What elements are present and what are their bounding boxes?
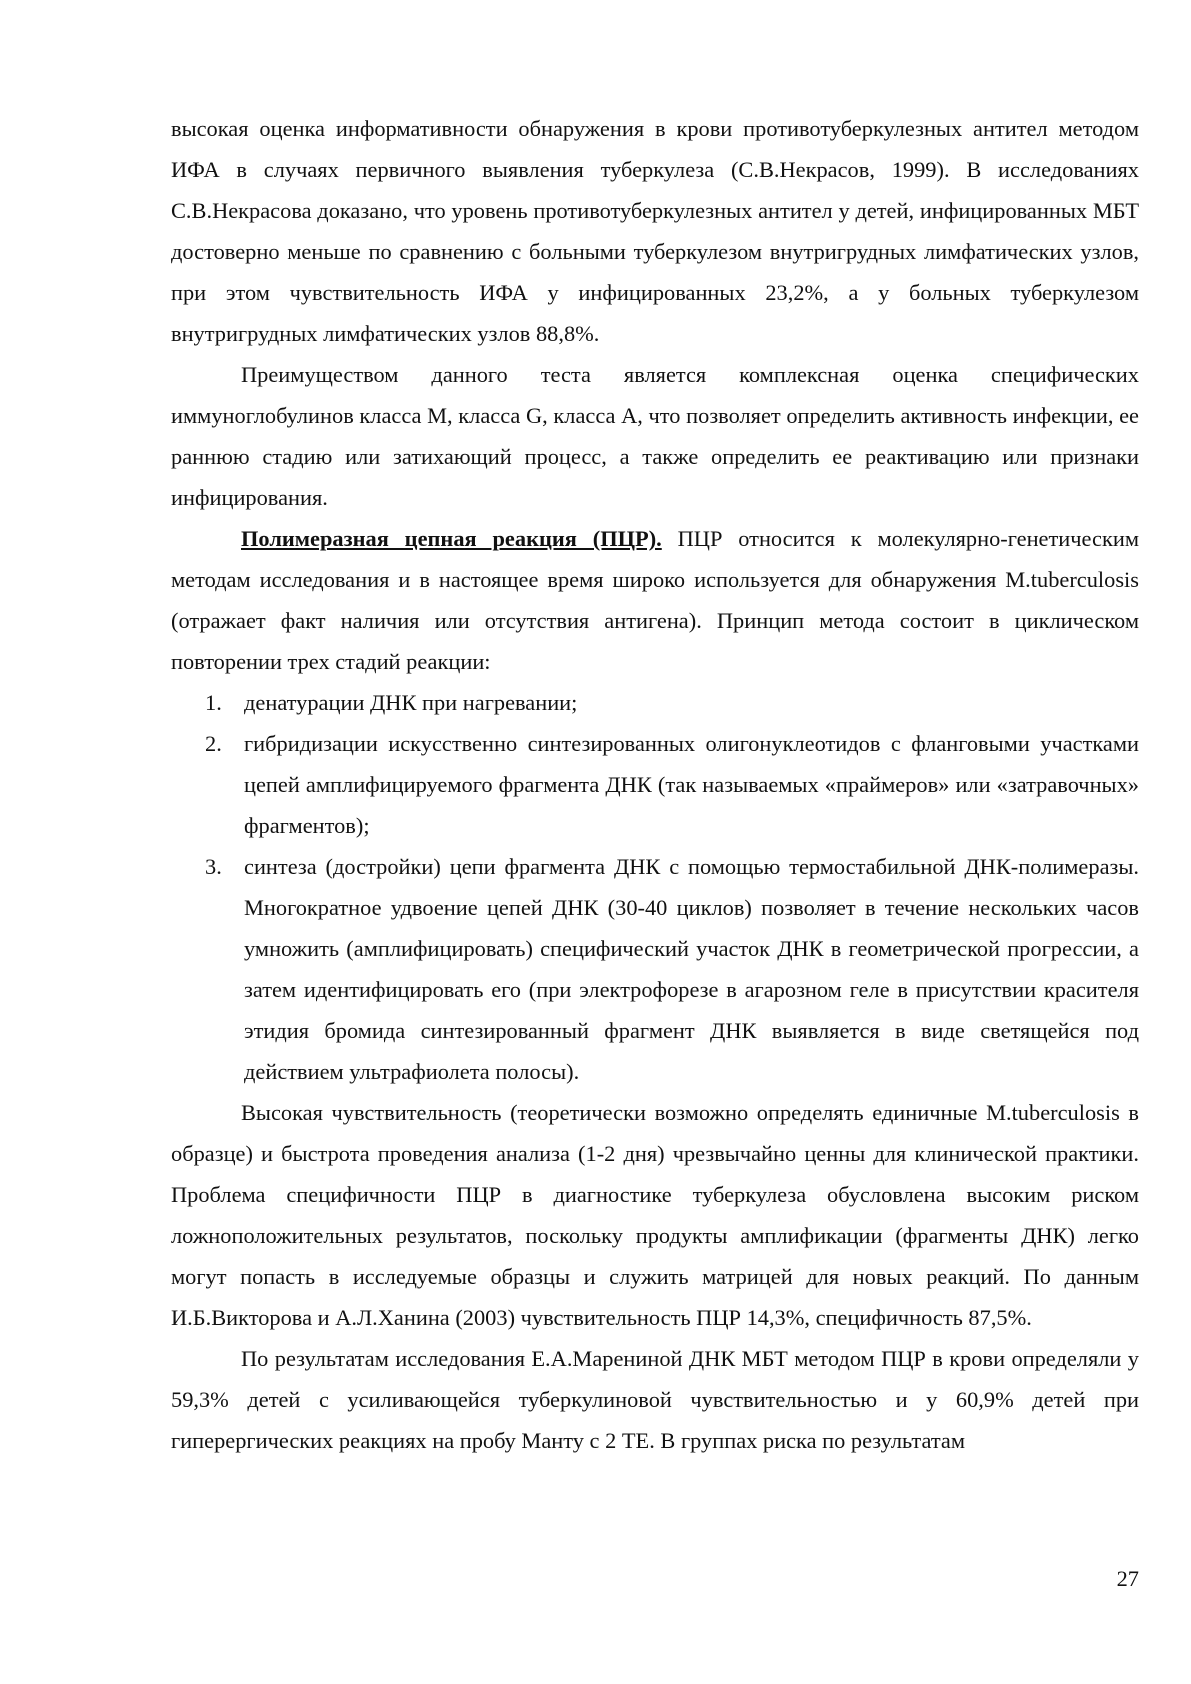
page-number: 27 <box>1116 1566 1139 1591</box>
list-item-text: денатурации ДНК при нагревании; <box>244 690 578 715</box>
list-item <box>171 723 1139 846</box>
paragraph-ifa-results: высокая оценка информативности обнаружения в крови противотуберкулезных антител методом ИФА в случаях первичного выявления туберкулеза (С.В.Некрасов, 1999). В исследованиях С.В.Некрасова доказано, что уровень противотуберкулезных антител у детей, инфицированных МБТ достоверно меньше по сравнению с больными туберкулезом внутригрудных лимфатических узлов, при этом чувствительность ИФА у инфицированных 23,2%, а у больных туберкулезом внутригрудных лимфатических узлов 88,8%. <box>171 116 1139 346</box>
section-heading-pcr: Полимеразная цепная реакция (ПЦР). <box>241 526 662 551</box>
paragraph-test-advantage: Преимуществом данного теста является комплексная оценка специфических иммуноглобулинов класса M, класса G, класса A, что позволяет определить активность инфекции, ее раннюю стадию или затихающий процесс, а также определить ее реактивацию или признаки инфицирования. <box>171 362 1139 510</box>
paragraph-pcr-sensitivity: Высокая чувствительность (теоретически возможно определять единичные M.tuberculosis в образце) и быстрота проведения анализа (1-2 дня) чрезвычайно ценны для клинической практики. Проблема специфичности ПЦР в диагностике туберкулеза обусловлена высоким риском ложноположительных результатов, поскольку продукты амплификации (фрагменты ДНК) легко могут попасть в исследуемые образцы и служить матрицей для новых реакций. По данным И.Б.Викторова и А.Л.Ханина (2003) чувствительность ПЦР 14,3%, специфичность 87,5%. <box>171 1100 1139 1330</box>
list-item-text: синтеза (достройки) цепи фрагмента ДНК с помощью термостабильной ДНК-полимеразы. Многократное удвоение цепей ДНК (30-40 циклов) позволяет в течение нескольких часов умножить (амплифицировать) специфический участок ДНК в геометрической прогрессии, а затем идентифицировать его (при электрофорезе в агарозном геле в присутствии красителя этидия бромида синтезированный фрагмент ДНК выявляется в виде светящейся под действием ультрафиолета полосы). <box>244 854 1139 1084</box>
list-item-text: гибридизации искусственно синтезированных олигонуклеотидов с фланговыми участками цепей амплифицируемого фрагмента ДНК (так называемых «праймеров» или «затравочных» фрагментов); <box>244 731 1139 838</box>
list-item-number: 3. <box>205 854 222 879</box>
document-body <box>171 108 1139 1461</box>
paragraph-marenina-study: По результатам исследования Е.А.Марениной ДНК МБТ методом ПЦР в крови определяли у 59,3% детей с усиливающейся туберкулиновой чувствительностью и у 60,9% детей при гиперергических реакциях на пробу Манту с 2 ТЕ. В группах риска по результатам <box>171 1346 1139 1453</box>
list-item <box>171 682 1139 723</box>
pcr-stages-list <box>171 682 1139 1092</box>
list-item-number: 2. <box>205 731 222 756</box>
pcr-intro-text: ПЦР относится к молекулярно-генетическим методам исследования и в настоящее время широко используется для обнаружения M.tuberculosis (отражает факт наличия или отсутствия антигена). Принцип метода состоит в циклическом повторении трех стадий реакции: <box>171 526 1139 674</box>
list-item <box>171 846 1139 1092</box>
paragraph-pcr-intro <box>171 518 1139 682</box>
list-item-number: 1. <box>205 690 222 715</box>
